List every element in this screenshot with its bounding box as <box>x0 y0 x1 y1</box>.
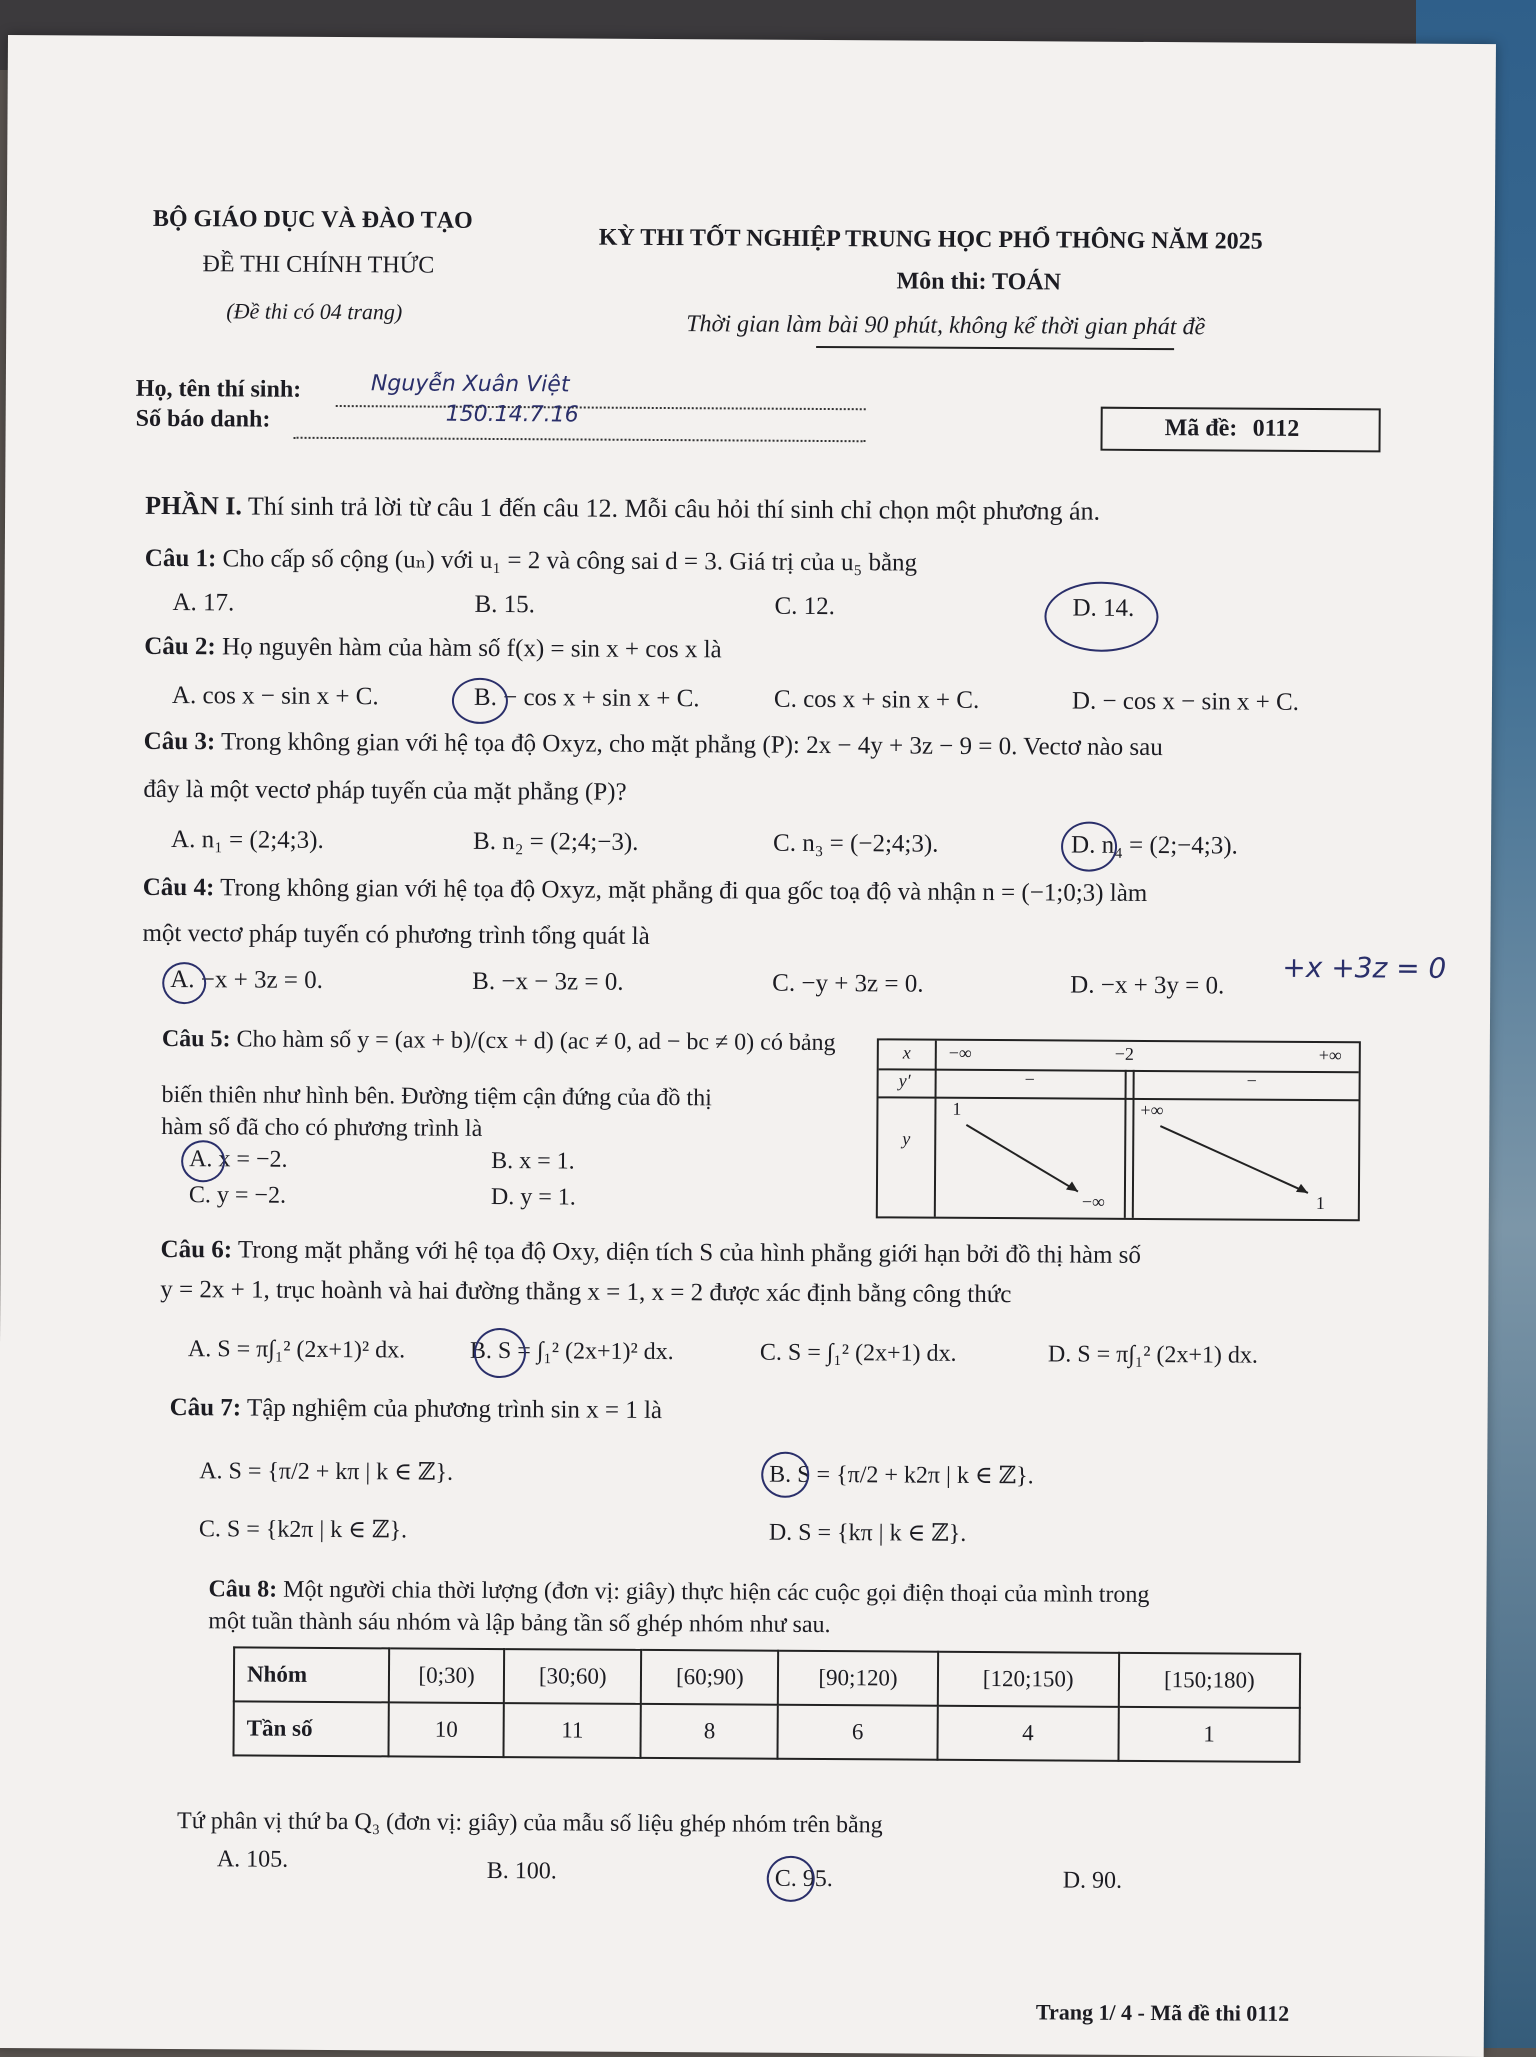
q8-option-d[interactable]: D. 90. <box>1062 1867 1123 1894</box>
q6-option-b[interactable]: B. S = ∫₁² (2x+1)² dx. <box>469 1337 674 1366</box>
q5-stem-line1: Câu 5: Cho hàm số y = (ax + b)/(cx + d) (ac ≠ 0, ad − bc ≠ 0) có bảng <box>161 1025 836 1057</box>
q6-stem-line1: Câu 6: Trong mặt phẳng với hệ tọa độ Oxy, diện tích S của hình phẳng giới hạn bởi đồ thị hàm số <box>160 1235 1142 1269</box>
q3-option-c[interactable]: C. n₃ = (−2;4;3). <box>772 829 939 858</box>
q7-stem: Câu 7: Tập nghiệm của phương trình sin x = 1 là <box>169 1394 663 1425</box>
q3-stem-line2: đây là một vectơ pháp tuyến của mặt phẳng (P)? <box>143 775 627 806</box>
q6-option-d[interactable]: D. S = π∫₁² (2x+1) dx. <box>1047 1341 1259 1369</box>
vt-neg-inf: −∞ <box>948 1042 972 1063</box>
q8-group-4: [90;120) <box>778 1651 937 1706</box>
q8-freq-1: 10 <box>388 1702 503 1757</box>
q8-group-5: [120;150) <box>937 1652 1118 1707</box>
exam-title: KỲ THI TỐT NGHIỆP TRUNG HỌC PHỔ THÔNG NĂM 2025 <box>598 224 1263 255</box>
vt-value-pos-inf: +∞ <box>1140 1099 1164 1121</box>
q1-option-b[interactable]: B. 15. <box>474 590 536 619</box>
id-label: Số báo danh: <box>135 405 271 433</box>
q8-stem-line2: một tuần thành sáu nhóm và lập bảng tần số ghép nhóm như sau. <box>208 1608 831 1639</box>
q2-stem: Câu 2: Họ nguyên hàm của hàm số f(x) = sin x + cos x là <box>144 632 722 664</box>
q8-answer-mark <box>767 1856 815 1902</box>
q6-option-c[interactable]: C. S = ∫₁² (2x+1) dx. <box>759 1339 957 1367</box>
q8-stem-line1: Câu 8: Một người chia thời lượng (đơn vị: giây) thực hiện các cuộc gọi điện thoại của mình trong <box>208 1576 1150 1609</box>
q8-frequency-table <box>232 1646 1301 1763</box>
subject-label: Môn thi: TOÁN <box>896 268 1062 296</box>
q4-option-b[interactable]: B. −x − 3z = 0. <box>472 967 624 996</box>
vt-x-label: x <box>902 1042 911 1063</box>
vt-arrows <box>878 1040 1359 1219</box>
q3-option-b[interactable]: B. n₂ = (2;4;−3). <box>473 827 639 856</box>
q5-variation-table <box>876 1038 1361 1221</box>
vt-arrow-left <box>966 1125 1078 1192</box>
time-underline <box>816 346 1174 350</box>
exam-code-value: 0112 <box>1252 415 1300 442</box>
q6-answer-mark <box>474 1328 526 1378</box>
q1-option-c[interactable]: C. 12. <box>774 592 836 621</box>
q7-option-c[interactable]: C. S = {k2π | k ∈ ℤ}. <box>198 1516 408 1544</box>
q8-table-row-groups <box>234 1647 1300 1708</box>
q8-stem-line3: Tứ phân vị thứ ba Q₃ (đơn vị: giây) của mẫu số liệu ghép nhóm trên bằng <box>177 1808 883 1839</box>
q2-option-a[interactable]: A. cos x − sin x + C. <box>171 682 379 711</box>
q6-option-a[interactable]: A. S = π∫₁² (2x+1)² dx. <box>187 1336 406 1364</box>
q4-handwritten-note: +x +3z = 0 <box>1282 950 1447 985</box>
q3-stem-line1: Câu 3: Trong không gian với hệ tọa độ Oxyz, cho mặt phẳng (P): 2x − 4y + 3z − 9 = 0. Vectơ nào sau <box>143 727 1163 762</box>
q8-header-frequency: Tần số <box>233 1701 388 1756</box>
q8-group-3: [60;90) <box>641 1650 778 1705</box>
vt-sign-2: − <box>1246 1070 1257 1091</box>
q5-answer-mark <box>181 1140 225 1182</box>
vt-arrow-right <box>1160 1126 1308 1193</box>
vt-value-one-b: 1 <box>1315 1193 1325 1214</box>
vt-sign-1: − <box>1024 1069 1035 1090</box>
vt-minus-two: −2 <box>1114 1043 1135 1064</box>
exam-paper <box>0 35 1496 2057</box>
time-limit: Thời gian làm bài 90 phút, không kể thời gian phát đề <box>686 311 1206 341</box>
q7-option-a[interactable]: A. S = {π/2 + kπ | k ∈ ℤ}. <box>199 1458 454 1486</box>
ministry-title: BỘ GIÁO DỤC VÀ ĐÀO TẠO <box>152 205 473 234</box>
q7-option-b[interactable]: B. S = {π/2 + k2π | k ∈ ℤ}. <box>769 1461 1034 1490</box>
q8-group-1: [0;30) <box>389 1648 504 1703</box>
q8-group-6: [150;180) <box>1119 1653 1301 1708</box>
page-count: (Đề thi có 04 trang) <box>226 298 403 325</box>
q1-option-d[interactable]: D. 14. <box>1072 594 1135 622</box>
q5-stem-line3: hàm số đã cho có phương trình là <box>161 1113 483 1142</box>
q7-option-d[interactable]: D. S = {kπ | k ∈ ℤ}. <box>768 1519 967 1547</box>
q8-freq-6: 1 <box>1118 1707 1300 1762</box>
official-label: ĐỀ THI CHÍNH THỨC <box>202 251 435 279</box>
q4-option-c[interactable]: C. −y + 3z = 0. <box>772 969 924 998</box>
q8-option-b[interactable]: B. 100. <box>486 1857 557 1885</box>
vt-y-label: y <box>902 1128 911 1149</box>
part1-text: Thí sinh trả lời từ câu 1 đến câu 12. Mỗi câu hỏi thí sinh chỉ chọn một phương án. <box>247 491 1101 526</box>
q1-stem: Câu 1: Cho cấp số cộng (uₙ) với u₁ = 2 và công sai d = 3. Giá trị của u₅ bằng <box>144 544 918 577</box>
q1-option-a[interactable]: A. 17. <box>172 589 235 617</box>
q8-header-group: Nhóm <box>234 1647 389 1702</box>
q7-answer-mark <box>761 1452 809 1498</box>
q5-option-b[interactable]: B. x = 1. <box>491 1147 575 1175</box>
q4-answer-mark <box>162 962 206 1004</box>
q1-answer-mark <box>1044 581 1158 652</box>
id-handwritten: 150.14.7.16 <box>445 401 579 428</box>
q2-option-d[interactable]: D. − cos x − sin x + C. <box>1071 687 1300 716</box>
q6-stem-line2: y = 2x + 1, trục hoành và hai đường thẳng x = 1, x = 2 được xác định bằng công thức <box>160 1275 1012 1309</box>
q5-stem-line2: biến thiên như hình bên. Đường tiệm cận đứng của đồ thị <box>161 1081 712 1112</box>
q5-option-a[interactable]: A. x = −2. <box>189 1146 288 1173</box>
q8-freq-3: 8 <box>641 1704 778 1759</box>
q2-answer-mark <box>452 678 508 724</box>
part1-label: PHẦN I. <box>145 490 242 521</box>
vt-pos-inf: +∞ <box>1318 1045 1342 1066</box>
q8-freq-2: 11 <box>504 1703 641 1758</box>
q3-option-a[interactable]: A. n₁ = (2;4;3). <box>171 826 324 854</box>
name-label: Họ, tên thí sinh: <box>135 375 302 403</box>
q4-option-d[interactable]: D. −x + 3y = 0. <box>1070 971 1225 1000</box>
q5-option-d[interactable]: D. y = 1. <box>490 1183 576 1211</box>
q5-option-c[interactable]: C. y = −2. <box>188 1182 287 1209</box>
q8-freq-4: 6 <box>778 1705 937 1760</box>
q4-option-a[interactable]: A. −x + 3z = 0. <box>170 966 324 994</box>
page-footer: Trang 1/ 4 - Mã đề thi 0112 <box>1035 1999 1290 2026</box>
q3-answer-mark <box>1061 821 1117 871</box>
vt-value-neg-inf: −∞ <box>1081 1191 1105 1212</box>
q4-stem-line1: Câu 4: Trong không gian với hệ tọa độ Oxyz, mặt phẳng đi qua gốc toạ độ và nhận n = (−1;0;3) làm <box>142 873 1148 907</box>
vt-yprime-label: y′ <box>898 1070 911 1091</box>
q2-option-b[interactable]: B. − cos x + sin x + C. <box>473 683 700 713</box>
exam-code-label: Mã đề: <box>1164 415 1238 442</box>
part1-instruction <box>145 491 1100 527</box>
q8-table-row-freqs <box>233 1701 1299 1762</box>
q8-option-c[interactable]: C. 95. <box>774 1865 833 1893</box>
name-handwritten: Nguyễn Xuân Việt <box>370 371 570 398</box>
q4-stem-line2: một vectơ pháp tuyến có phương trình tổng quát là <box>142 919 650 950</box>
name-dots <box>336 395 866 410</box>
id-dots <box>294 427 866 442</box>
q8-option-a[interactable]: A. 105. <box>216 1846 289 1873</box>
q8-freq-5: 4 <box>937 1706 1118 1761</box>
q2-option-c[interactable]: C. cos x + sin x + C. <box>773 685 980 714</box>
vt-value-one-a: 1 <box>952 1098 962 1119</box>
q8-group-2: [30;60) <box>504 1649 641 1704</box>
exam-code-box <box>1100 407 1380 453</box>
q3-option-d[interactable]: D. n₄ = (2;−4;3). <box>1070 831 1238 860</box>
